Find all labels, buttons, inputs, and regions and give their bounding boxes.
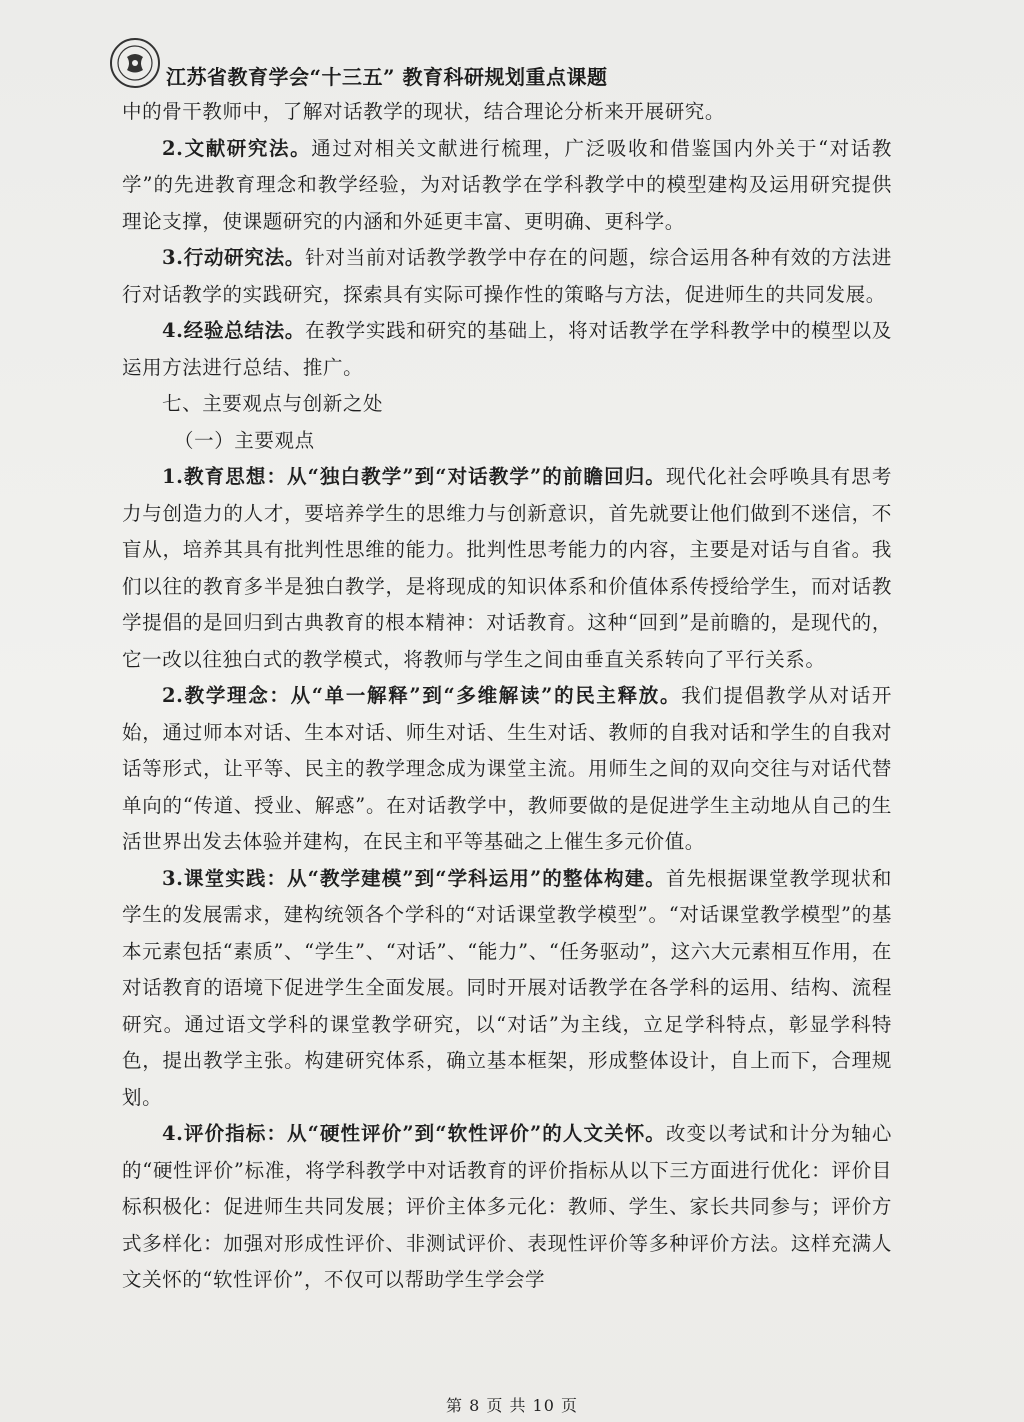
paragraph-text: 我们提倡教学从对话开始，通过师本对话、生本对话、师生对话、生生对话、教师的自我对话和学生的自我对话等形式，让平等、民主的教学理念成为课堂主流。用师生之间的双向交往与对话代替单向的“传道、授业、解惑”。在对话教学中，教师要做的是促进学生主动地从自己的生活世界出发去体验并建构，在民主和平等基础之上催生多元价值。 — [122, 684, 892, 853]
paragraph-action-research-method — [122, 240, 892, 313]
subsection-heading: （一）主要观点 — [174, 428, 315, 452]
paragraph-experience-summary-method — [122, 313, 892, 386]
paragraph-teaching-concept — [122, 678, 892, 861]
paragraph-continuation: 中的骨干教师中，了解对话教学的现状，结合理论分析来开展研究。 — [122, 100, 726, 123]
paragraph-text: 改变以考试和计分为轴心的“硬性评价”标准，将学科教学中对话教育的评价指标从以下三方面进行优化：评价目标积极化：促进师生共同发展；评价主体多元化：教师、学生、家长共同参与；评价方式多样化：加强对形成性评价、非测试评价、表现性评价等多种评价方法。这样充满人文关怀的“软性评价”，不仅可以帮助学生学会学 — [122, 1122, 892, 1291]
paragraph-text: 通过对相关文献进行梳理，广泛吸收和借鉴国内外关于“对话教学”的先进教育理念和教学经验，为对话教学在学科教学中的模型建构及运用研究提供理论支撑，使课题研究的内涵和外延更丰富、更明确、更科学。 — [122, 136, 892, 233]
page-header — [110, 38, 607, 88]
section-heading: 七、主要观点与创新之处 — [162, 392, 384, 415]
paragraph-heading: 2.文献研究法。 — [162, 136, 312, 160]
society-emblem-icon — [110, 38, 160, 88]
paragraph-education-thought — [122, 459, 892, 678]
paragraph-text: 首先根据课堂教学现状和学生的发展需求，建构统领各个学科的“对话课堂教学模型”。“对话课堂教学模型”的基本元素包括“素质”、“学生”、“对话”、“能力”、“任务驱动”，这六大元素相互作用，在对话教育的语境下促进学生全面发展。同时开展对话教学在各学科的运用、结构、流程研究。通过语文学科的课堂教学研究，以“对话”为主线，立足学科特点，彰显学科特色，提出教学主张。构建研究体系，确立基本框架，形成整体设计，自上而下，合理规划。 — [122, 866, 892, 1109]
paragraph-heading: 2.教学理念：从“单一解释”到“多维解读”的民主释放。 — [162, 684, 682, 707]
paragraph-heading: 1.教育思想：从“独白教学”到“对话教学”的前瞻回归。 — [162, 465, 666, 488]
paragraph-evaluation-index — [122, 1116, 892, 1299]
page-number: 第 8 页 共 10 页 — [446, 1396, 578, 1415]
paragraph-heading: 4.评价指标：从“硬性评价”到“软性评价”的人文关怀。 — [162, 1122, 666, 1145]
header-title: 江苏省教育学会“十三五” 教育科研规划重点课题 — [166, 64, 608, 89]
paragraph-heading: 3.课堂实践：从“教学建模”到“学科运用”的整体构建。 — [162, 866, 666, 890]
paragraph-text: 在教学实践和研究的基础上，将对话教学在学科教学中的模型以及运用方法进行总结、推广。 — [122, 319, 892, 379]
paragraph-classroom-practice — [122, 861, 892, 1117]
paragraph-heading: 4.经验总结法。 — [162, 319, 306, 342]
paragraph-literature-method — [122, 131, 892, 241]
paragraph-heading: 3.行动研究法。 — [162, 246, 306, 269]
paragraph-text: 针对当前对话教学教学中存在的问题，综合运用各种有效的方法进行对话教学的实践研究，探索具有实际可操作性的策略与方法，促进师生的共同发展。 — [122, 246, 892, 306]
paragraph-text: 现代化社会呼唤具有思考力与创造力的人才，要培养学生的思维力与创新意识，首先就要让他们做到不迷信，不盲从，培养其具有批判性思维的能力。批判性思考能力的内容，主要是对话与自省。我们以往的教育多半是独白教学，是将现成的知识体系和价值体系传授给学生，而对话教学提倡的是回归到古典教育的根本精神：对话教育。这种“回到”是前瞻的，是现代的，它一改以往独白式的教学模式，将教师与学生之间由垂直关系转向了平行关系。 — [122, 465, 892, 671]
document-body — [122, 94, 892, 1299]
